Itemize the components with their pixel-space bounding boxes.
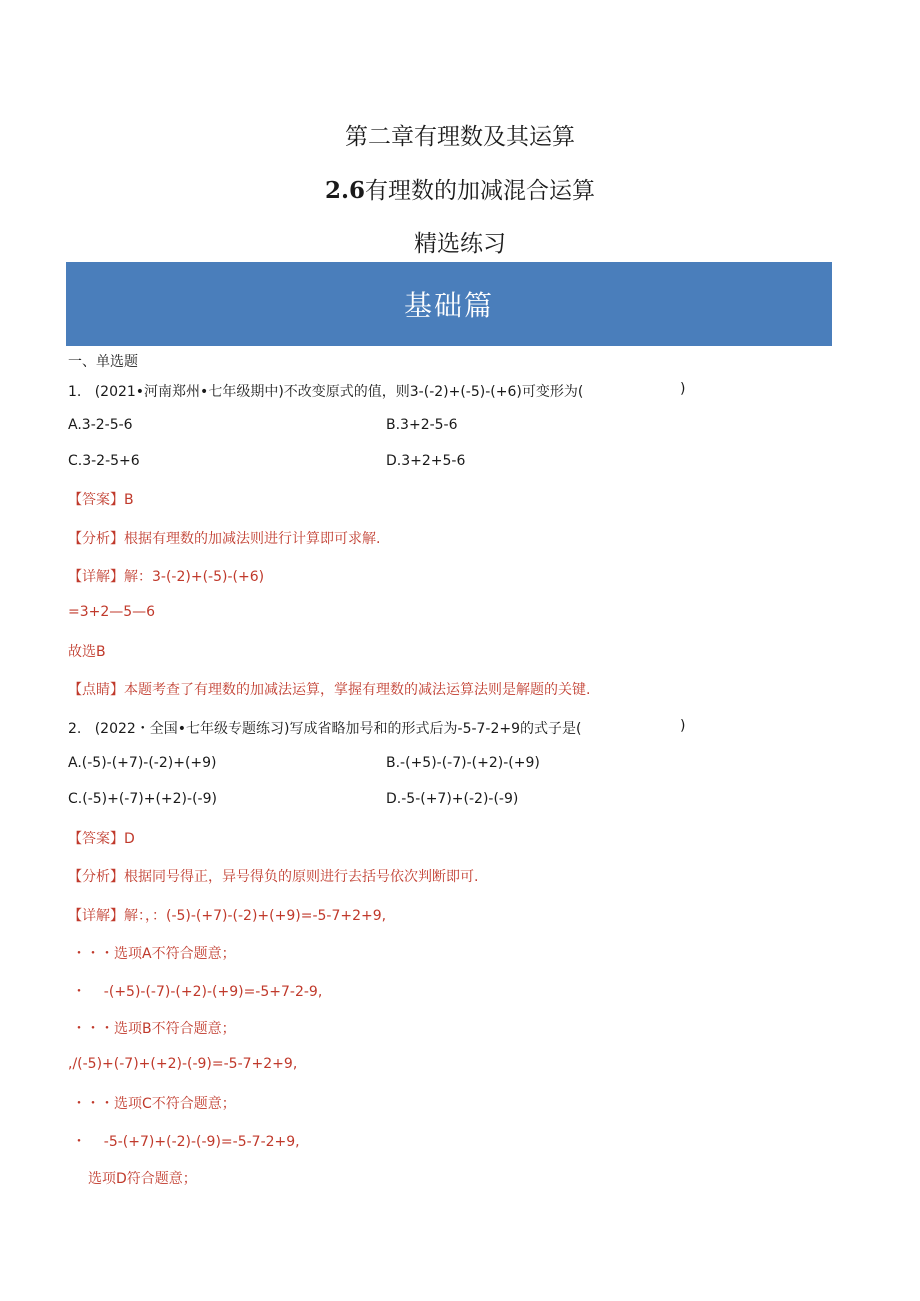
q1-detail-line-3: 故选B xyxy=(68,644,106,660)
q2-detail-line-6: ・・・选项C不符合题意； xyxy=(72,1096,236,1112)
practice-subtitle: 精选练习 xyxy=(414,231,506,257)
q2-answer: 【答案】D xyxy=(68,831,135,847)
q2-detail-line-4: ・・・选项B不符合题意； xyxy=(72,1021,236,1037)
question-2-paren-close: ) xyxy=(680,718,686,734)
basic-level-banner xyxy=(66,262,832,346)
question-1-stem: 1. (2021•河南郑州•七年级期中)不改变原式的值，则3-(-2)+(-5)-(+6)可变形为( xyxy=(68,384,584,400)
q1-detail-line-2: =3+2—5—6 xyxy=(68,604,156,620)
q1-option-c: C.3-2-5+6 xyxy=(68,453,140,469)
section-number: 2.6 xyxy=(324,177,365,204)
section-heading: 一、单选题 xyxy=(68,354,138,370)
q2-detail-line-1: 【详解】解：，：(-5)-(+7)-(-2)+(+9)=-5-7+2+9, xyxy=(68,908,387,924)
q1-answer: 【答案】B xyxy=(68,492,134,508)
q1-option-b: B.3+2-5-6 xyxy=(386,417,458,433)
q2-detail-line-3: ・ -(+5)-(-7)-(+2)-(+9)=-5+7-2-9, xyxy=(72,984,323,1000)
question-2-stem: 2. (2022・全国•七年级专题练习)写成省略加号和的形式后为-5-7-2+9的式子是( xyxy=(68,721,582,737)
q1-option-a: A.3-2-5-6 xyxy=(68,417,133,433)
banner-label: 基础篇 xyxy=(403,289,494,322)
q2-analysis: 【分析】根据同号得正，异号得负的原则进行去括号依次判断即可. xyxy=(68,869,479,885)
q2-option-c: C.(-5)+(-7)+(+2)-(-9) xyxy=(68,791,217,807)
question-1-paren-close: ) xyxy=(680,381,686,397)
q2-option-b: B.-(+5)-(-7)-(+2)-(+9) xyxy=(386,755,540,771)
q2-detail-line-8: 选项D符合题意； xyxy=(88,1171,197,1187)
q2-detail-line-7: ・ -5-(+7)+(-2)-(-9)=-5-7-2+9, xyxy=(72,1134,300,1150)
q1-option-d: D.3+2+5-6 xyxy=(386,453,466,469)
section-title xyxy=(0,172,920,205)
section-title-text: 有理数的加减混合运算 xyxy=(365,178,595,204)
q1-comment: 【点睛】本题考查了有理数的加减法运算，掌握有理数的减法运算法则是解题的关键. xyxy=(68,682,591,698)
q2-detail-line-5: ,/(-5)+(-7)+(+2)-(-9)=-5-7+2+9, xyxy=(68,1056,298,1072)
q2-option-d: D.-5-(+7)+(-2)-(-9) xyxy=(386,791,519,807)
q1-analysis: 【分析】根据有理数的加减法则进行计算即可求解. xyxy=(68,531,381,547)
chapter-title: 第二章有理数及其运算 xyxy=(345,124,575,150)
q2-detail-line-2: ・・・选项A不符合题意； xyxy=(72,946,236,962)
q2-option-a: A.(-5)-(+7)-(-2)+(+9) xyxy=(68,755,217,771)
q1-detail-line-1: 【详解】解：3-(-2)+(-5)-(+6) xyxy=(68,569,265,585)
